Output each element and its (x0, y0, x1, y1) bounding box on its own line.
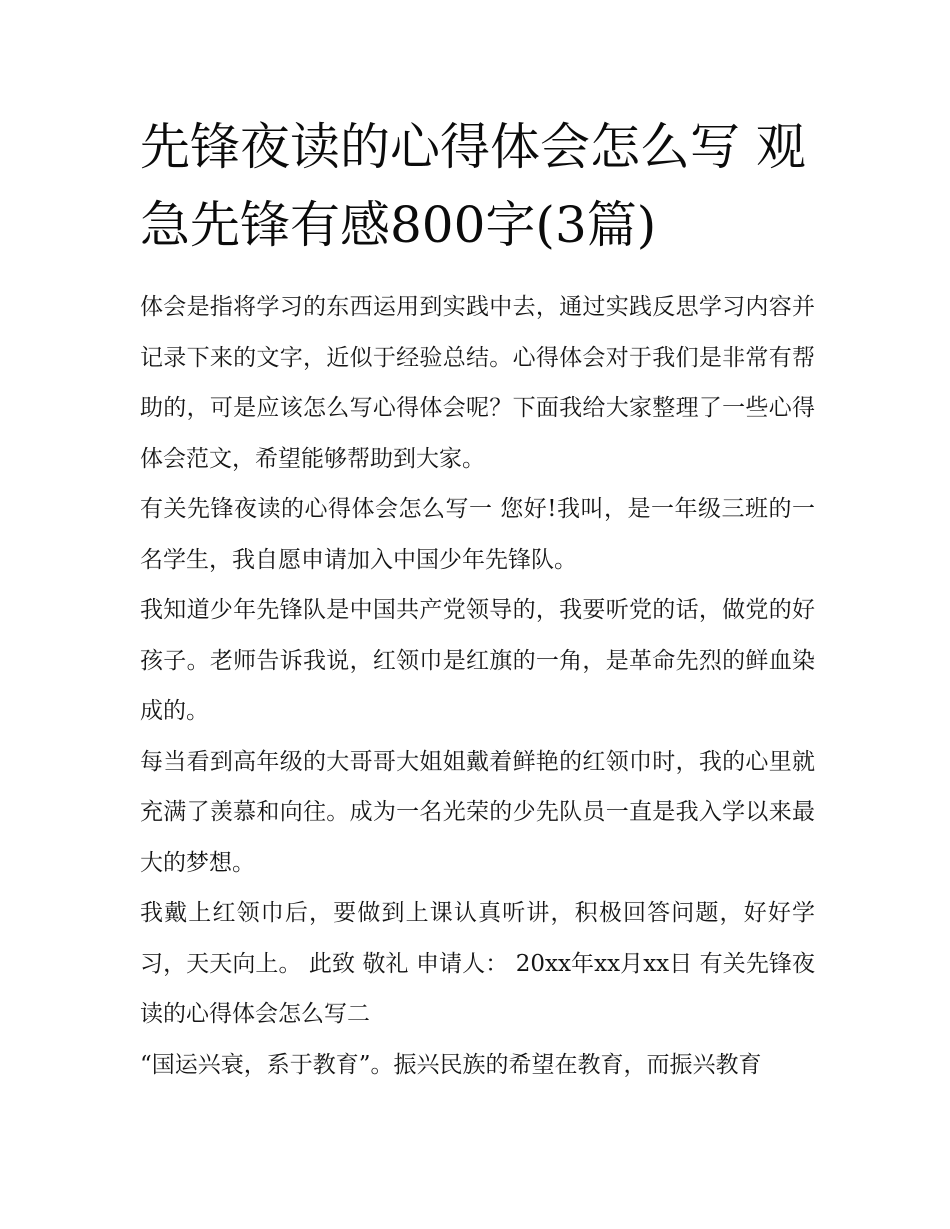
document-title: 先锋夜读的心得体会怎么写 观急先锋有感800字(3篇) (140, 118, 806, 254)
paragraph: “国运兴衰，系于教育”。振兴民族的希望在教育，而振兴教育 (140, 1051, 762, 1078)
paragraph: 我戴上红领巾后，要做到上课认真听讲，积极回答问题，好好学习，天天向上。 此致 敬礼 申请人： 20xx年xx月xx日 有关先锋夜读的心得体会怎么写二 (140, 900, 815, 1027)
document-body (140, 282, 815, 1090)
paragraph: 体会是指将学习的东西运用到实践中去，通过实践反思学习内容并记录下来的文字，近似于经验总结。心得体会对于我们是非常有帮助的，可是应该怎么写心得体会呢？下面我给大家整理了一些心得体会范文，希望能够帮助到大家。 (140, 294, 815, 472)
paragraph: 每当看到高年级的大哥哥大姐姐戴着鲜艳的红领巾时，我的心里就充满了羡慕和向往。成为一名光荣的少先队员一直是我入学以来最大的梦想。 (140, 748, 815, 876)
paragraph: 我知道少年先锋队是中国共产党领导的，我要听党的话，做党的好孩子。老师告诉我说，红领巾是红旗的一角，是革命先烈的鲜血染成的。 (140, 597, 815, 724)
document-page (140, 108, 815, 1090)
paragraph: 有关先锋夜读的心得体会怎么写一 您好!我叫，是一年级三班的一名学生，我自愿申请加入中国少年先锋队。 (140, 496, 815, 573)
